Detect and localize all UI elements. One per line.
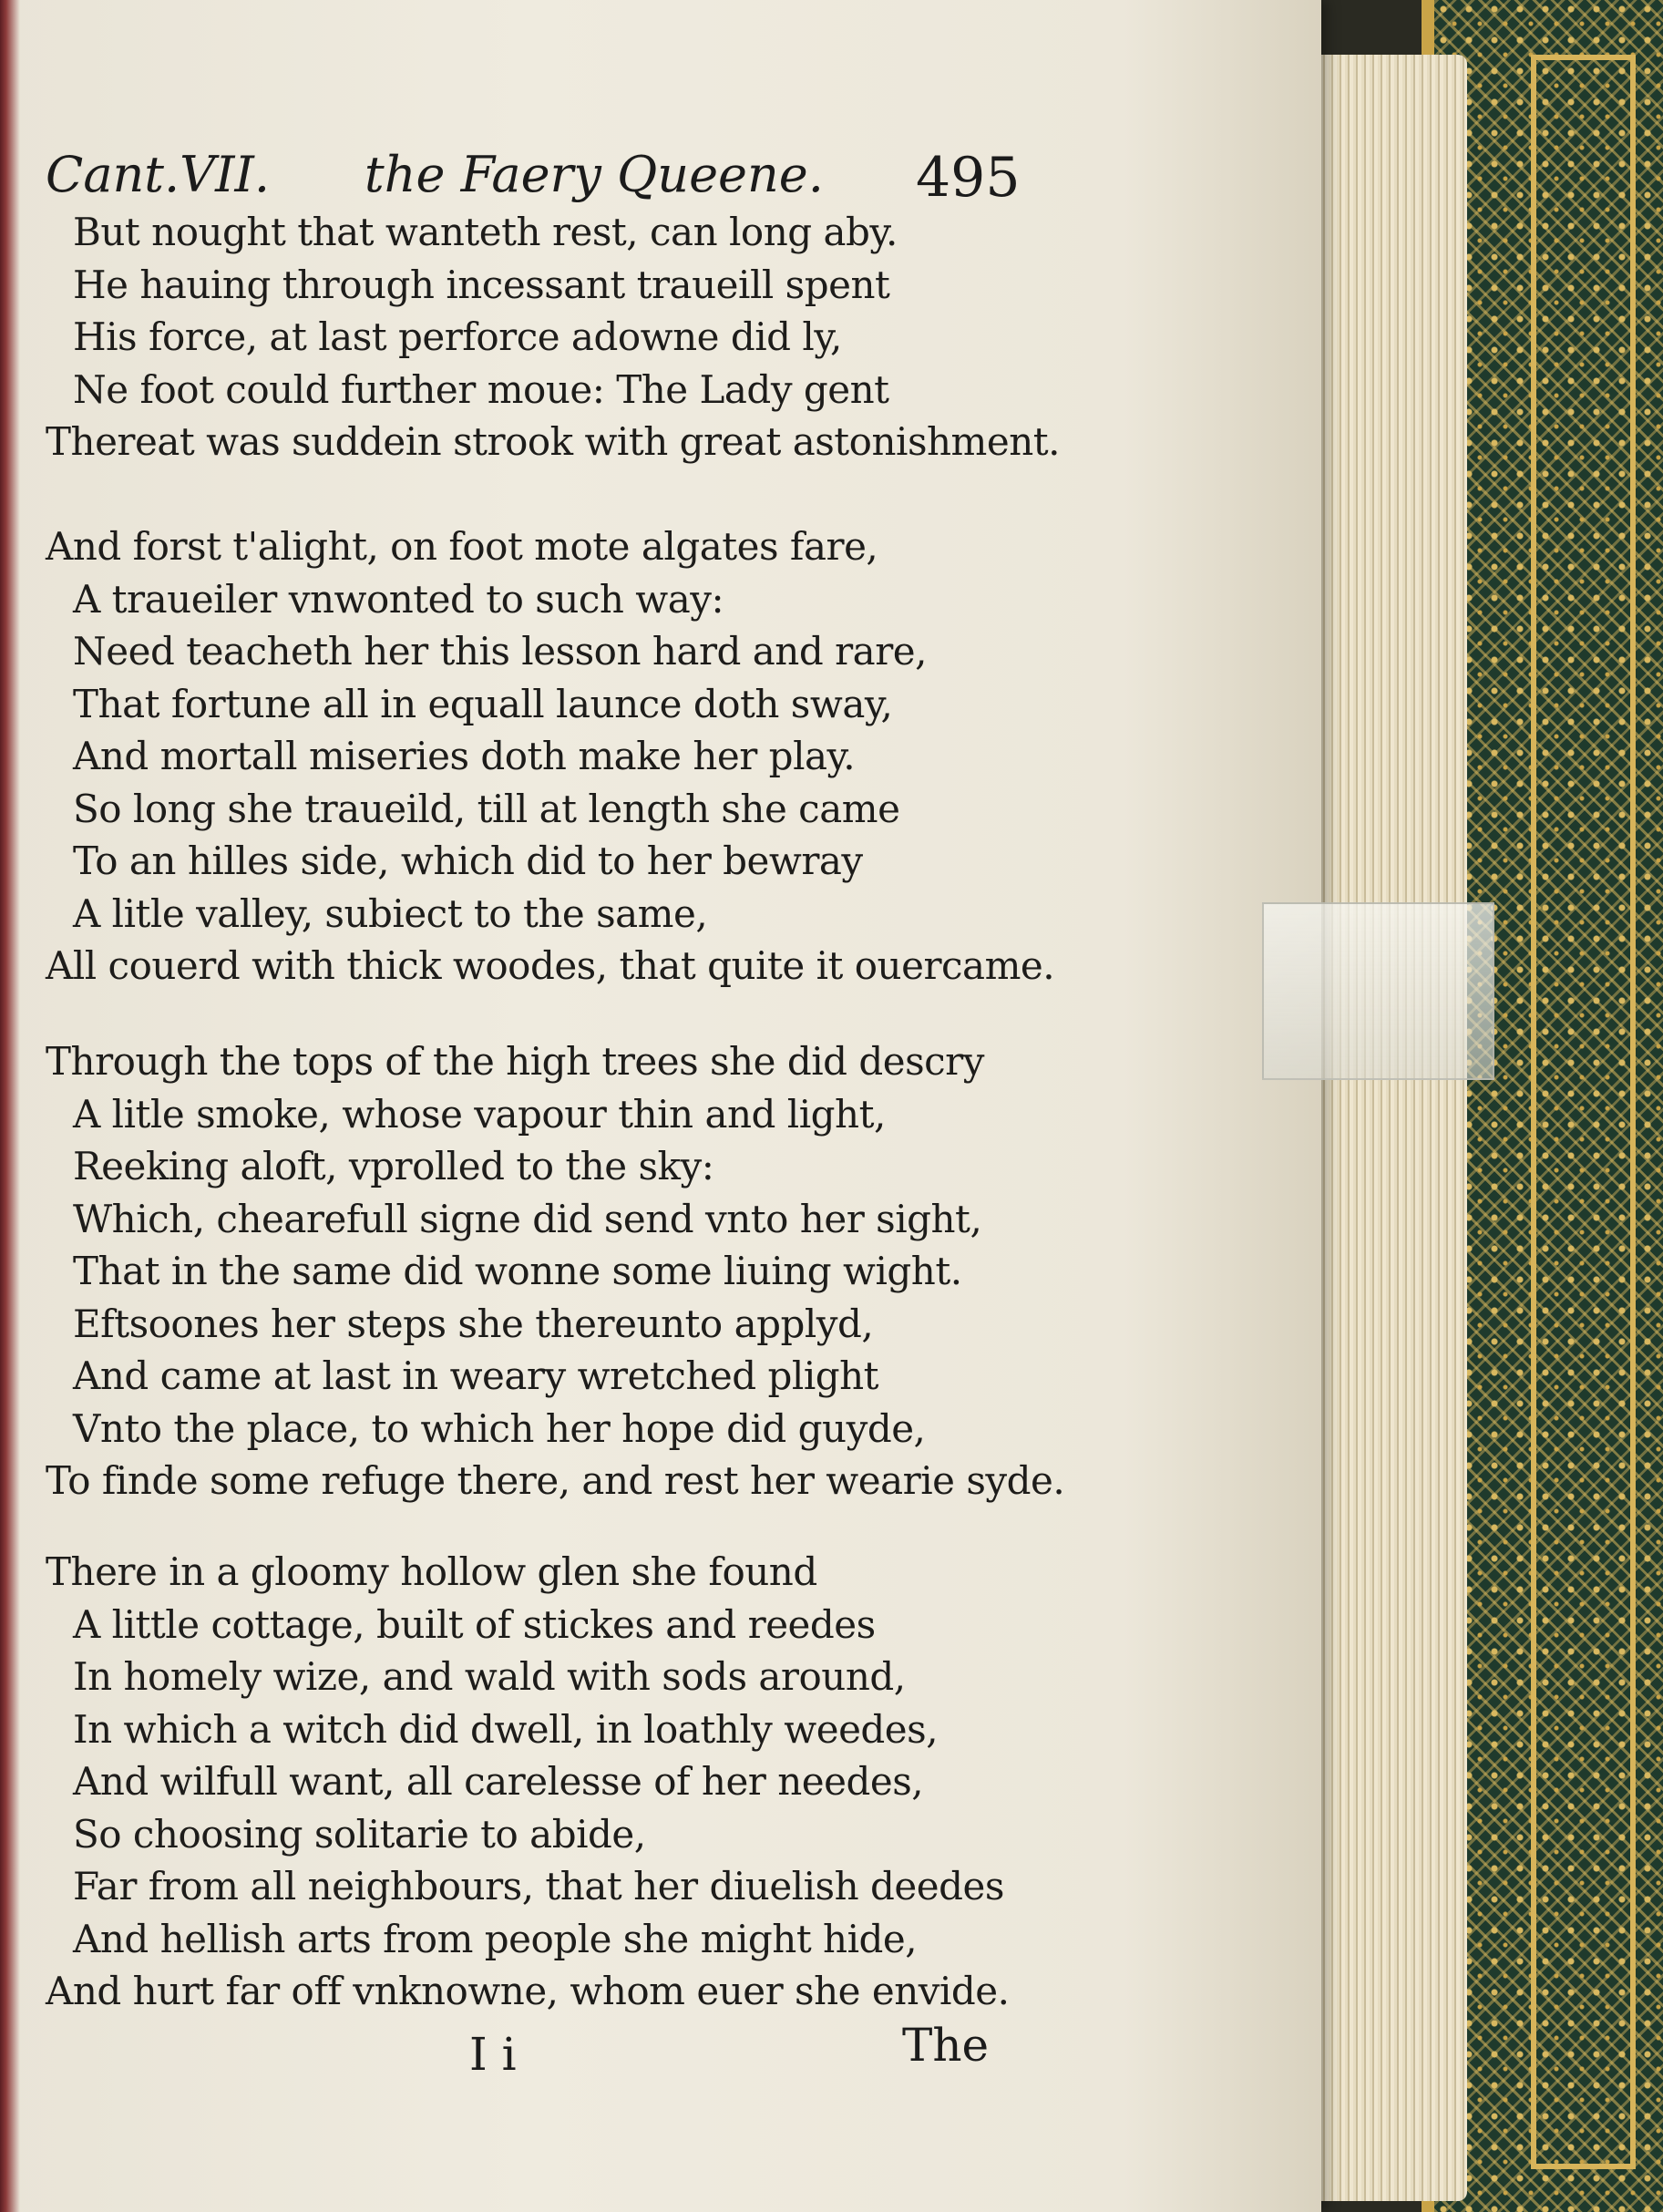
verse-line: In homely wize, and wald with sods around, xyxy=(73,1654,906,1699)
verse-line: That in the same did wonne some liuing wight. xyxy=(73,1249,962,1293)
verse-line: But nought that wanteth rest, can long aby. xyxy=(73,210,898,254)
verse-line: Through the tops of the high trees she did descry xyxy=(46,1039,984,1084)
verse-line: A litle valley, subiect to the same, xyxy=(73,890,708,936)
verse-line: So choosing solitarie to abide, xyxy=(73,1811,646,1857)
verse-line: Eftsoones her steps she thereunto applyd, xyxy=(73,1301,874,1346)
verse-line: Which, chearefull signe did send vnto her sight, xyxy=(73,1196,982,1241)
catchword: The xyxy=(902,2019,990,2072)
verse-line: Reeking aloft, vprolled to the sky: xyxy=(73,1144,714,1188)
page-fore-edge xyxy=(1312,55,1467,2201)
verse-line: And forst t'alight, on foot mote algates fare, xyxy=(46,524,878,569)
verse-line: Thereat was suddein strook with great astonishment. xyxy=(46,419,1061,464)
verse-line: Vnto the place, to which her hope did guyde, xyxy=(73,1405,926,1451)
verse-line: To finde some refuge there, and rest her wearie syde. xyxy=(46,1458,1065,1503)
verse-line: And mortall miseries doth make her play. xyxy=(73,734,856,778)
verse-line: There in a gloomy hollow glen she found xyxy=(46,1549,817,1594)
page-number: 495 xyxy=(916,146,1021,210)
cover-gilt-border xyxy=(1531,55,1636,2169)
verse-line: And hellish arts from people she might hide, xyxy=(73,1916,918,1961)
verse-line: To an hilles side, which did to her bewray xyxy=(73,839,863,883)
verse-line: In which a witch did dwell, in loathly weedes, xyxy=(73,1706,939,1752)
verse-line: So long she traueild, till at length she came xyxy=(73,786,900,831)
verse-line: And wilfull want, all carelesse of her needes, xyxy=(73,1759,924,1804)
verse-line: And hurt far off vnknowne, whom euer she envide. xyxy=(46,1969,1010,2013)
binding-shadow xyxy=(0,0,20,2212)
verse-line: A traueiler vnwonted to such way: xyxy=(73,576,724,622)
canto-label: Cant.VII. xyxy=(46,146,270,203)
verse-line: And came at last in weary wretched plight xyxy=(73,1353,879,1398)
verse-line: That fortune all in equall launce doth sway, xyxy=(73,681,893,726)
bookmark-strip xyxy=(1262,902,1494,1080)
signature-mark: I i xyxy=(469,2028,517,2081)
verse-line: His force, at last perforce adowne did ly, xyxy=(73,314,842,359)
verse-line: A litle smoke, whose vapour thin and light, xyxy=(73,1091,886,1137)
verse-line: All couerd with thick woodes, that quite it ouercame. xyxy=(46,943,1055,988)
book-title: the Faery Queene. xyxy=(364,146,824,203)
verse-line: A little cottage, built of stickes and reedes xyxy=(73,1601,876,1647)
verse-line: Far from all neighbours, that her diuelish deedes xyxy=(73,1864,1004,1908)
verse-line: Need teacheth her this lesson hard and rare, xyxy=(73,629,927,674)
verse-line: He hauing through incessant traueill spent xyxy=(73,262,890,307)
verse-line: Ne foot could further moue: The Lady gent xyxy=(73,366,889,412)
